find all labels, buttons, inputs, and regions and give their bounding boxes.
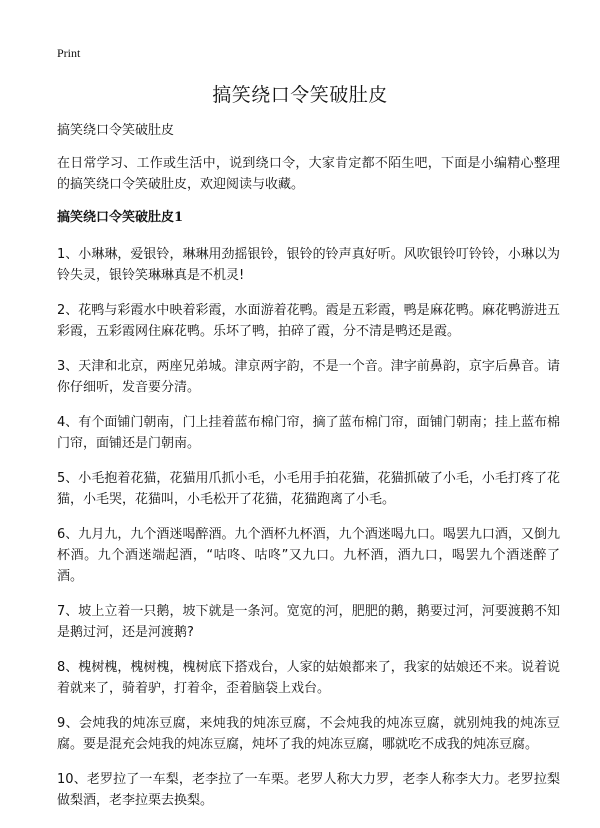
tongue-twister-item: 9、会炖我的炖冻豆腐，来炖我的炖冻豆腐，不会炖我的炖冻豆腐，就别炖我的炖冻豆腐。要是混充会炖我的炖冻豆腐，炖坏了我的炖冻豆腐，哪就吃不成我的炖冻豆腐。 [57, 716, 560, 752]
tongue-twister-item: 4、有个面铺门朝南，门上挂着蓝布棉门帘，摘了蓝布棉门帘，面铺门朝南；挂上蓝布棉门帘，面铺还是门朝南。 [57, 415, 560, 451]
article-body [57, 120, 560, 825]
tongue-twister-item: 6、九月九，九个酒迷喝醉酒。九个酒杯九杯酒，九个酒迷喝九口。喝罢九口酒，又倒九杯酒。九个酒迷端起酒，“咕咚、咕咚”又九口。九杯酒，酒九口，喝罢九个酒迷醉了酒。 [57, 527, 560, 584]
tongue-twister-item: 2、花鸭与彩霞水中映着彩霞，水面游着花鸭。霞是五彩霞，鸭是麻花鸭。麻花鸭游进五彩霞，五彩霞网住麻花鸭。乐坏了鸭，拍碎了霞，分不清是鸭还是霞。 [57, 303, 560, 339]
tongue-twister-item: 8、槐树槐，槐树槐，槐树底下搭戏台，人家的姑娘都来了，我家的姑娘还不来。说着说着就来了，骑着驴，打着伞，歪着脑袋上戏台。 [57, 660, 560, 696]
print-link[interactable]: Print [57, 46, 81, 60]
tongue-twister-item: 7、坡上立着一只鹅，坡下就是一条河。宽宽的河，肥肥的鹅，鹅要过河，河要渡鹅不知是鹅过河，还是河渡鹅? [57, 604, 560, 640]
tongue-twister-item: 3、天津和北京，两座兄弟城。津京两字韵，不是一个音。津字前鼻韵，京字后鼻音。请你仔细听，发音要分清。 [57, 359, 560, 395]
page-title: 搞笑绕口令笑破肚皮 [212, 84, 388, 106]
article-intro: 在日常学习、工作或生活中，说到绕口令，大家肯定都不陌生吧，下面是小编精心整理的搞笑绕口令笑破肚皮，欢迎阅读与收藏。 [57, 156, 560, 192]
tongue-twister-item: 1、小琳琳，爱银铃，琳琳用劲摇银铃，银铃的铃声真好听。风吹银铃叮铃铃，小琳以为铃失灵，银铃笑琳琳真是不机灵! [57, 247, 560, 283]
article-subtitle: 搞笑绕口令笑破肚皮 [57, 123, 175, 138]
section-heading: 搞笑绕口令笑破肚皮1 [57, 210, 184, 225]
tongue-twister-item: 10、老罗拉了一车梨，老李拉了一车栗。老罗人称大力罗，老李人称李大力。老罗拉梨做梨酒，老李拉栗去换梨。 [57, 772, 560, 808]
tongue-twister-item: 5、小毛抱着花猫，花猫用爪抓小毛，小毛用手拍花猫，花猫抓破了小毛，小毛打疼了花猫，小毛哭，花猫叫，小毛松开了花猫，花猫跑离了小毛。 [57, 471, 560, 507]
